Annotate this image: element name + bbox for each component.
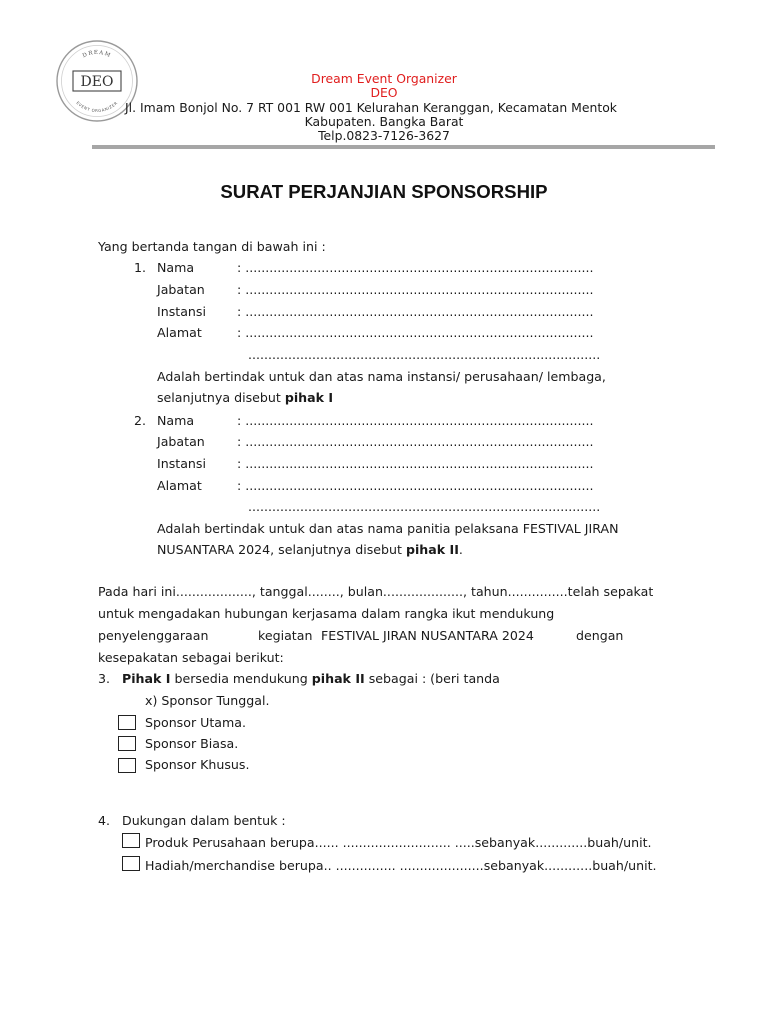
org-address-line1: Jl. Imam Bonjol No. 7 RT 001 RW 001 Kelurahan Keranggan, Kecamatan Mentok: [125, 100, 617, 115]
party2-fill-alamat-cont: ........................................................................................: [248, 499, 601, 514]
agreement-line1: Pada hari ini..................., tanggal........, bulan...................., tahun...............telah sepakat: [98, 584, 654, 599]
party1-fill-nama: : .......................................................................................: [237, 260, 594, 275]
support-produk-checkbox[interactable]: [122, 833, 140, 848]
agreement-line3-c: FESTIVAL JIRAN NUSANTARA 2024: [321, 628, 534, 643]
org-name: Dream Event Organizer: [311, 71, 457, 86]
party1-label-nama: Nama: [157, 260, 195, 275]
logo-arc-top: DREAM: [81, 49, 113, 60]
logo-arc-bottom: EVENT ORGANIZER: [75, 100, 119, 114]
party1-fill-jabatan: : .......................................................................................: [237, 282, 594, 297]
org-address-line2: Kabupaten. Bangka Barat: [304, 114, 464, 129]
party2-label-instansi: Instansi: [157, 456, 206, 471]
party1-desc-pihak: pihak I: [284, 390, 334, 405]
support-hadiah-checkbox[interactable]: [122, 856, 140, 871]
section4-number: 4.: [98, 813, 111, 828]
party1-label-jabatan: Jabatan: [157, 282, 205, 297]
agreement-line3-d: dengan: [576, 628, 624, 643]
org-phone: Telp.0823-7126-3627: [318, 128, 450, 143]
party1-fill-alamat-cont: ........................................................................................: [248, 347, 601, 362]
sponsor-khusus-label: Sponsor Khusus.: [145, 757, 250, 772]
section3-mid: bersedia mendukung: [170, 671, 312, 686]
sponsor-biasa-label: Sponsor Biasa.: [145, 736, 239, 751]
section3-line1: [122, 671, 500, 687]
party2-desc-line2: [157, 542, 463, 558]
section4-label: Dukungan dalam bentuk :: [122, 813, 286, 828]
party2-number: 2.: [134, 413, 147, 428]
party2-desc-period: .: [458, 542, 463, 557]
party2-fill-alamat: : .......................................................................................: [237, 478, 594, 493]
intro-text: Yang bertanda tangan di bawah ini :: [98, 239, 326, 254]
org-short: DEO: [370, 85, 398, 100]
section3-tail: sebagai : (beri tanda: [364, 671, 500, 686]
sponsor-utama-label: Sponsor Utama.: [145, 715, 246, 730]
party2-label-alamat: Alamat: [157, 478, 202, 493]
party2-desc-line1: Adalah bertindak untuk dan atas nama panitia pelaksana FESTIVAL JIRAN: [157, 521, 619, 536]
agreement-line3-a: penyelenggaraan: [98, 628, 209, 643]
section3-pihak1: Pihak I: [122, 671, 171, 686]
party2-label-nama: Nama: [157, 413, 195, 428]
party2-label-jabatan: Jabatan: [157, 434, 205, 449]
agreement-line3-b: kegiatan: [258, 628, 313, 643]
sponsor-utama-checkbox[interactable]: [118, 715, 136, 730]
sponsor-biasa-checkbox[interactable]: [118, 736, 136, 751]
letterhead-divider: [92, 145, 715, 149]
party2-desc-pihak: pihak II: [405, 542, 459, 557]
party1-desc-line2-text: selanjutnya disebut: [157, 390, 285, 405]
party1-desc-line2: [157, 390, 333, 406]
party1-fill-alamat: : .......................................................................................: [237, 325, 594, 340]
party1-label-alamat: Alamat: [157, 325, 202, 340]
section3-line2: x) Sponsor Tunggal.: [145, 693, 270, 708]
party1-label-instansi: Instansi: [157, 304, 206, 319]
party1-number: 1.: [134, 260, 147, 275]
sponsor-khusus-checkbox[interactable]: [118, 758, 136, 773]
document-title: SURAT PERJANJIAN SPONSORSHIP: [220, 181, 548, 202]
party2-fill-jabatan: : .......................................................................................: [237, 434, 594, 449]
section3-pihak2: pihak II: [311, 671, 365, 686]
support-produk-label: Produk Perusahaan berupa...... ........................... .....sebanyak.............buah/unit.: [145, 835, 652, 850]
party2-fill-instansi: : .......................................................................................: [237, 456, 594, 471]
party1-desc-line1: Adalah bertindak untuk dan atas nama instansi/ perusahaan/ lembaga,: [157, 369, 606, 384]
agreement-line4: kesepakatan sebagai berikut:: [98, 650, 284, 665]
section3-number: 3.: [98, 671, 111, 686]
party2-fill-nama: : .......................................................................................: [237, 413, 594, 428]
agreement-line2: untuk mengadakan hubungan kerjasama dalam rangka ikut mendukung: [98, 606, 555, 621]
party1-fill-instansi: : .......................................................................................: [237, 304, 594, 319]
support-hadiah-label: Hadiah/merchandise berupa.. ............... .....................sebanyak............buah/unit.: [145, 858, 657, 873]
party2-desc-line2-text: NUSANTARA 2024, selanjutnya disebut: [157, 542, 406, 557]
logo-center-text: DEO: [80, 74, 114, 90]
